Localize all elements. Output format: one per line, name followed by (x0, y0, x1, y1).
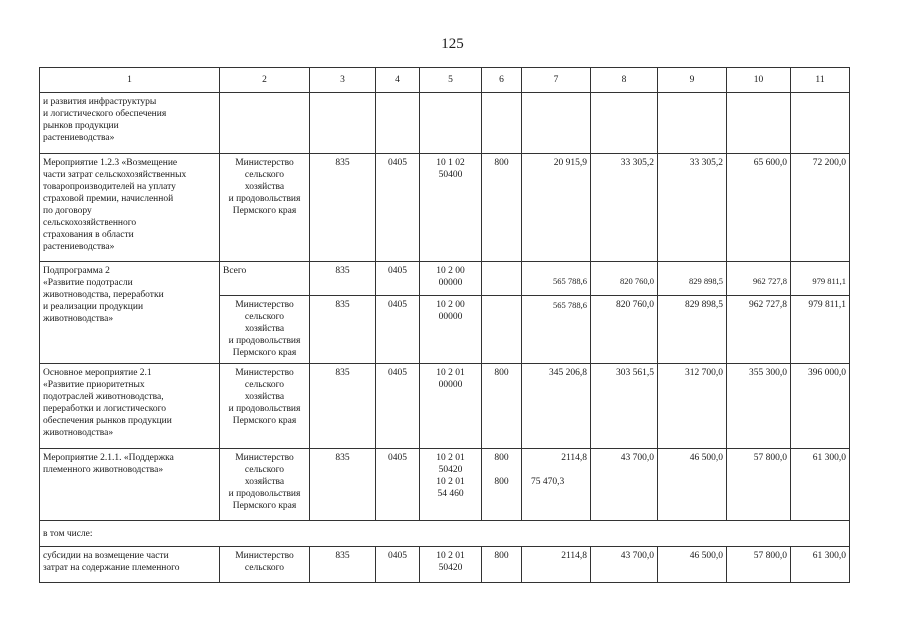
expense-type-line: 800 (494, 453, 509, 463)
grbs-code-cell: 835 (310, 449, 376, 521)
target-article-cell (420, 449, 482, 521)
target-article-line: 10 2 00 (436, 266, 465, 276)
executor-line: сельского (244, 563, 285, 573)
amount-cell-col11: 72 200,0 (791, 154, 850, 262)
section-code-cell: 0405 (376, 364, 420, 449)
item-name-line: племенного животноводства» (43, 465, 164, 475)
item-name-cell (40, 262, 220, 364)
executor-line: и продовольствия (228, 489, 301, 499)
executor-cell (220, 449, 310, 521)
header-cell: 11 (791, 68, 850, 93)
item-name-line: и реализации продукции (43, 302, 144, 312)
executor-line: Пермского края (232, 348, 297, 358)
table-header-row (40, 68, 850, 93)
amount-cell-col9: 33 305,2 (658, 154, 727, 262)
target-article-line: 50420 (438, 465, 463, 475)
executor-line: и продовольствия (228, 404, 301, 414)
item-name-line: «Развитие подотрасли (43, 278, 133, 288)
header-cell: 4 (376, 68, 420, 93)
executor-line: и продовольствия (228, 194, 301, 204)
executor-line: сельского (244, 465, 285, 475)
expense-type-cell (482, 296, 522, 364)
item-name-line: по договору (43, 206, 92, 216)
table-row (40, 364, 850, 449)
expense-type-cell: 800 (482, 154, 522, 262)
amount-cell-col11: 979 811,1 (791, 262, 850, 296)
section-code-cell: 0405 (376, 154, 420, 262)
section-code-cell: 0405 (376, 296, 420, 364)
page-number: 125 (441, 36, 464, 52)
table-row (40, 262, 850, 296)
item-name-line: Основное мероприятие 2.1 (43, 368, 152, 378)
expense-type-cell: 800 (482, 547, 522, 583)
table-row (40, 93, 850, 154)
item-name-line: «Развитие приоритетных (43, 380, 145, 390)
target-article-line: 50400 (438, 170, 463, 180)
item-name-line: товаропроизводителей на уплату (43, 182, 176, 192)
item-name-cell (40, 93, 220, 154)
target-article-line: 54 460 (437, 489, 464, 499)
item-name-line: растениеводства» (43, 242, 115, 252)
executor-cell (220, 364, 310, 449)
executor-cell: Всего (220, 262, 310, 296)
amount-cell-col9: 829 898,5 (658, 262, 727, 296)
executor-line: Министерство (235, 368, 294, 378)
header-cell: 7 (522, 68, 591, 93)
item-name-cell (40, 154, 220, 262)
header-cell: 6 (482, 68, 522, 93)
amount-cell-col7 (522, 449, 591, 521)
header-cell: 8 (591, 68, 658, 93)
target-article-cell (420, 547, 482, 583)
amount-cell-col10: 57 800,0 (727, 449, 791, 521)
executor-cell (220, 547, 310, 583)
amount-cell-col10: 962 727,8 (727, 296, 791, 364)
grbs-code-cell: 835 (310, 296, 376, 364)
item-name-line: животноводства» (43, 314, 114, 324)
executor-line: Пермского края (232, 501, 297, 511)
item-name-line: субсидии на возмещение части (43, 551, 169, 561)
executor-line: Министерство (235, 453, 294, 463)
section-note-cell: в том числе: (40, 521, 850, 547)
item-name-line: переработки и логистического (43, 404, 167, 414)
item-name-line: затрат на содержание племенного (43, 563, 180, 573)
grbs-code-cell: 835 (310, 364, 376, 449)
executor-line: хозяйства (244, 182, 285, 192)
executor-line: Пермского края (232, 206, 297, 216)
amount-cell-col8: 33 305,2 (591, 154, 658, 262)
target-article-cell (420, 364, 482, 449)
grbs-code-cell: 835 (310, 154, 376, 262)
item-name-line: и развития инфраструктуры (43, 97, 157, 107)
target-article-line: 10 2 01 (436, 477, 465, 487)
amount-cell-col11: 396 000,0 (791, 364, 850, 449)
amount-cell-col11: 979 811,1 (791, 296, 850, 364)
table-row (40, 521, 850, 547)
target-article-cell (420, 296, 482, 364)
empty-cell (727, 93, 791, 154)
item-name-line: животноводства» (43, 428, 114, 438)
empty-cell (522, 93, 591, 154)
item-name-line: подотраслей животноводства, (43, 392, 164, 402)
amount-cell-col9: 46 500,0 (658, 449, 727, 521)
section-code-cell: 0405 (376, 262, 420, 296)
amount-line: 2114,8 (561, 453, 587, 463)
grbs-code-cell: 835 (310, 262, 376, 296)
amount-cell-col10: 65 600,0 (727, 154, 791, 262)
executor-line: Министерство (235, 300, 294, 310)
target-article-line: 10 2 01 (436, 551, 465, 561)
amount-line: 75 470,3 (531, 477, 565, 487)
item-name-line: части затрат сельскохозяйственных (43, 170, 187, 180)
executor-line: сельского (244, 380, 285, 390)
amount-cell-col8: 820 760,0 (591, 262, 658, 296)
executor-line: сельского (244, 170, 285, 180)
table-row (40, 449, 850, 521)
target-article-line: 10 2 01 (436, 453, 465, 463)
executor-cell (220, 154, 310, 262)
executor-line: сельского (244, 312, 285, 322)
item-name-cell (40, 547, 220, 583)
header-cell: 5 (420, 68, 482, 93)
section-code-cell: 0405 (376, 547, 420, 583)
target-article-line: 00000 (438, 380, 463, 390)
amount-cell-col9: 829 898,5 (658, 296, 727, 364)
table-row (40, 154, 850, 262)
amount-cell-col7: 20 915,9 (522, 154, 591, 262)
expense-type-line: 800 (494, 477, 509, 487)
empty-cell (310, 93, 376, 154)
item-name-cell (40, 364, 220, 449)
item-name-line: рынков продукции (43, 121, 119, 131)
expense-type-cell: 800 (482, 364, 522, 449)
executor-line: хозяйства (244, 392, 285, 402)
amount-cell-col8: 43 700,0 (591, 449, 658, 521)
empty-cell (791, 93, 850, 154)
target-article-line: 50420 (438, 563, 463, 573)
item-name-line: страховой премии, начисленной (43, 194, 174, 204)
target-article-cell (420, 262, 482, 296)
header-cell: 10 (727, 68, 791, 93)
amount-cell-col7: 345 206,8 (522, 364, 591, 449)
item-name-line: и логистического обеспечения (43, 109, 167, 119)
empty-cell (376, 93, 420, 154)
table-row (40, 547, 850, 583)
item-name-cell (40, 449, 220, 521)
item-name-line: животноводства, переработки (43, 290, 164, 300)
amount-cell-col10: 962 727,8 (727, 262, 791, 296)
amount-cell-col8: 820 760,0 (591, 296, 658, 364)
target-article-line: 00000 (438, 278, 463, 288)
item-name-line: сельскохозяйственного (43, 218, 137, 228)
amount-cell-col9: 46 500,0 (658, 547, 727, 583)
executor-line: Министерство (235, 158, 294, 168)
executor-line: хозяйства (244, 477, 285, 487)
executor-line: хозяйства (244, 324, 285, 334)
expense-type-cell (482, 449, 522, 521)
item-name-line: Мероприятие 1.2.3 «Возмещение (43, 158, 178, 168)
empty-cell (220, 93, 310, 154)
target-article-line: 00000 (438, 312, 463, 322)
empty-cell (420, 93, 482, 154)
amount-cell-col9: 312 700,0 (658, 364, 727, 449)
expense-type-cell (482, 262, 522, 296)
amount-cell-col7: 565 788,6 (522, 262, 591, 296)
empty-cell (658, 93, 727, 154)
target-article-line: 10 2 01 (436, 368, 465, 378)
amount-cell-col10: 355 300,0 (727, 364, 791, 449)
amount-cell-col7: 565 788,6 (522, 296, 591, 364)
item-name-line: обеспечения рынков продукции (43, 416, 172, 426)
amount-cell-col11: 61 300,0 (791, 547, 850, 583)
executor-line: Пермского края (232, 416, 297, 426)
header-cell: 2 (220, 68, 310, 93)
header-cell: 3 (310, 68, 376, 93)
amount-cell-col8: 43 700,0 (591, 547, 658, 583)
executor-line: Министерство (235, 551, 294, 561)
item-name-line: Подпрограмма 2 (43, 266, 110, 276)
target-article-cell (420, 154, 482, 262)
empty-cell (591, 93, 658, 154)
item-name-line: страхования в области (43, 230, 134, 240)
header-cell: 1 (40, 68, 220, 93)
amount-cell-col10: 57 800,0 (727, 547, 791, 583)
target-article-line: 10 2 00 (436, 300, 465, 310)
empty-cell (482, 93, 522, 154)
target-article-line: 10 1 02 (436, 158, 465, 168)
executor-cell (220, 296, 310, 364)
amount-cell-col7: 2114,8 (522, 547, 591, 583)
item-name-line: Мероприятие 2.1.1. «Поддержка (43, 453, 174, 463)
executor-line: и продовольствия (228, 336, 301, 346)
section-code-cell: 0405 (376, 449, 420, 521)
header-cell: 9 (658, 68, 727, 93)
budget-table (39, 67, 850, 583)
item-name-line: растениеводства» (43, 133, 115, 143)
amount-cell-col11: 61 300,0 (791, 449, 850, 521)
amount-cell-col8: 303 561,5 (591, 364, 658, 449)
grbs-code-cell: 835 (310, 547, 376, 583)
